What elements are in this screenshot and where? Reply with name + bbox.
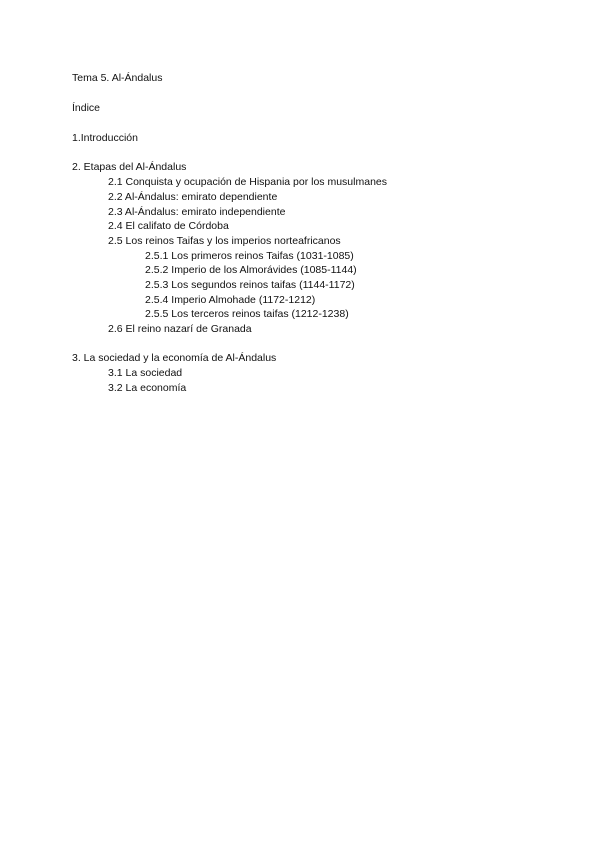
subsection-2-5-3: 2.5.3 Los segundos reinos taifas (1144-1172) [145, 279, 355, 291]
subsection-3-2: 3.2 La economía [108, 382, 187, 394]
index-heading: Índice [72, 102, 101, 114]
subsection-2-5-1: 2.5.1 Los primeros reinos Taifas (1031-1085) [145, 250, 354, 262]
section-1-introduccion: 1.Introducción [72, 132, 138, 144]
subsection-2-6: 2.6 El reino nazarí de Granada [108, 323, 252, 335]
subsection-2-2: 2.2 Al-Ándalus: emirato dependiente [108, 191, 278, 203]
subsection-2-3: 2.3 Al-Ándalus: emirato independiente [108, 206, 286, 218]
section-2-etapas: 2. Etapas del Al-Ándalus [72, 161, 187, 173]
subsection-2-5-4: 2.5.4 Imperio Almohade (1172-1212) [145, 294, 316, 306]
section-3-sociedad-economia: 3. La sociedad y la economía de Al-Ándalus [72, 352, 277, 364]
subsection-2-5: 2.5 Los reinos Taifas y los imperios norteafricanos [108, 235, 341, 247]
subsection-2-4: 2.4 El califato de Córdoba [108, 220, 229, 232]
subsection-2-1: 2.1 Conquista y ocupación de Hispania por los musulmanes [108, 176, 387, 188]
subsection-2-5-2: 2.5.2 Imperio de los Almorávides (1085-1144) [145, 264, 357, 276]
subsection-2-5-5: 2.5.5 Los terceros reinos taifas (1212-1238) [145, 308, 349, 320]
document-title: Tema 5. Al-Ándalus [72, 72, 163, 84]
subsection-3-1: 3.1 La sociedad [108, 367, 183, 379]
